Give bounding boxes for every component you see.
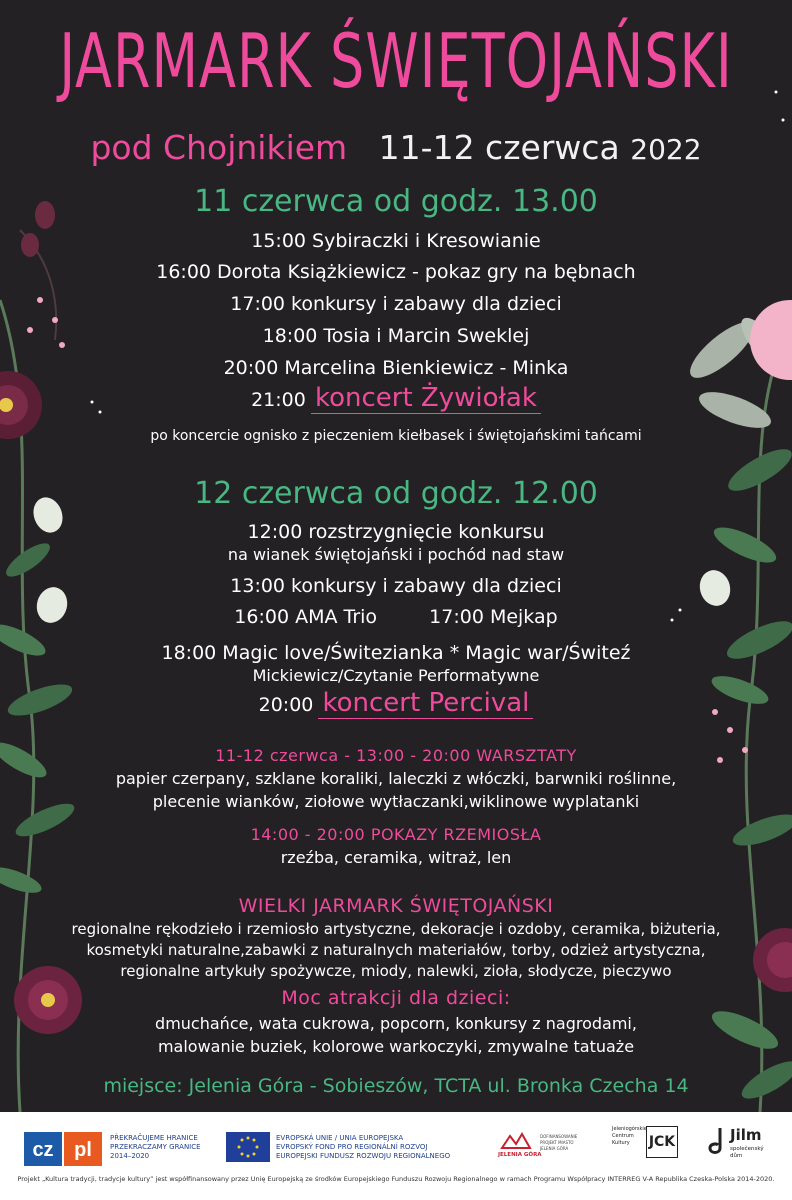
svg-text:cz: cz: [32, 1139, 54, 1161]
funding-fineprint: Projekt „Kultura tradycji, tradycje kultury” jest współfinansowany przez Unię Europejską ze środków Europejskiego Funduszu Rozwoju Regionalnego w ramach Programu Współpracy INTERREG V-A Republika Czeska-Polska 2014-2020.: [17, 1175, 775, 1183]
czpl-logo-icon: [24, 1132, 104, 1166]
day1-item: 18:00 Tosia i Marcin Sweklej: [262, 325, 530, 347]
czpl-line: PŘEKRAČUJEME HRANICE: [110, 1134, 198, 1142]
subtitle-dates: 11-12 czerwca: [378, 128, 620, 167]
jck-line: Centrum: [612, 1133, 634, 1139]
eu-flag-icon: [226, 1132, 270, 1162]
eu-line: EUROPEJSKI FUNDUSZ ROZWOJU REGIONALNEGO: [276, 1152, 451, 1160]
day1-note: po koncercie ognisko z pieczeniem kiełbasek i świętojańskimi tańcami: [150, 428, 642, 444]
jelenia-gora-text: JELENIA GÓRA: [498, 1152, 542, 1158]
jelenia-gora-logo-icon: [500, 1130, 532, 1150]
day2-item: 16:00 AMA Trio: [234, 606, 378, 628]
workshops-heading: 11-12 czerwca - 13:00 - 20:00 WARSZTATY: [215, 746, 577, 765]
czpl-line: PRZEKRACZAMY GRANICE: [110, 1143, 201, 1151]
day2-concert-label: koncert Percival: [318, 688, 533, 719]
jck-line: Kultury: [612, 1140, 630, 1146]
day2-item: 17:00 Mejkap: [429, 606, 558, 628]
fair-text: kosmetyki naturalne,zabawki z naturalnych materiałów, torby, odzież artystyczna,: [86, 941, 706, 959]
jilm-sub: společenský dům: [730, 1146, 764, 1159]
day1-item: 16:00 Dorota Książkiewicz - pokaz gry na bębnach: [156, 261, 636, 283]
workshops-text: plecenie wianków, ziołowe wytłaczanki,wiklinowe wyplatanki: [152, 792, 640, 811]
fair-text: regionalne rękodzieło i rzemiosło artystyczne, dekoracje i ozdoby, ceramika, biżuteria,: [71, 920, 721, 938]
jck-line: Jeleniogórskie: [612, 1126, 647, 1132]
day2-item: 18:00 Magic love/Świtezianka * Magic war/Świteź: [161, 642, 631, 664]
day1-item: 15:00 Sybiraczki i Kresowianie: [251, 230, 541, 252]
day2-item: na wianek świętojański i pochód nad staw: [227, 545, 565, 564]
eu-text: [276, 1134, 450, 1161]
day2-heading: 12 czerwca od godz. 12.00: [194, 476, 598, 511]
day1-heading: 11 czerwca od godz. 13.00: [194, 184, 598, 219]
day1-item: 20:00 Marcelina Bienkiewicz - Minka: [223, 357, 569, 379]
subtitle-year: 2022: [630, 133, 702, 166]
kids-text: malowanie buziek, kolorowe warkoczyki, zmywalne tatuaże: [157, 1037, 635, 1056]
day2-concert: [0, 688, 792, 718]
kids-heading: Moc atrakcji dla dzieci:: [281, 987, 511, 1009]
event-subtitle: [0, 128, 792, 167]
day2-concert-time: 20:00: [258, 694, 314, 716]
crafts-heading: 14:00 - 20:00 POKAZY RZEMIOSŁA: [250, 825, 542, 844]
kids-text: dmuchańce, wata cukrowa, popcorn, konkursy z nagrodami,: [155, 1014, 637, 1033]
day2-item: Mickiewicz/Czytanie Performatywne: [252, 666, 540, 685]
svg-text:pl: pl: [74, 1139, 92, 1161]
fair-text: regionalne artykuły spożywcze, miody, nalewki, zioła, słodycze, pieczywo: [120, 962, 672, 980]
day1-concert-time: 21:00: [251, 389, 306, 411]
day1-concert-label: koncert Żywiołak: [311, 383, 541, 414]
jilm-name: Jilm: [730, 1126, 762, 1144]
czpl-text: [110, 1134, 201, 1161]
eu-line: EVROPSKÝ FOND PRO REGIONÁLNÍ ROZVOJ: [276, 1143, 428, 1151]
jilm-logo-icon: [706, 1126, 728, 1156]
fair-heading: WIELKI JARMARK ŚWIĘTOJAŃSKI: [238, 895, 554, 917]
day2-item: 13:00 konkursy i zabawy dla dzieci: [230, 575, 562, 597]
jck-text: [612, 1126, 647, 1147]
eu-line: EVROPSKÁ UNIE / UNIA EUROPEJSKA: [276, 1134, 404, 1142]
day1-concert: [0, 383, 792, 413]
day2-item: 12:00 rozstrzygnięcie konkursu: [247, 521, 545, 543]
day2-item-row: [0, 606, 792, 628]
workshops-text: papier czerpany, szklane koraliki, laleczki z włóczki, barwniki roślinne,: [115, 769, 677, 788]
jck-mark-icon: JCK: [646, 1126, 678, 1158]
jelenia-gora-small-text: DOFINANSOWANIE PROJEKT MIASTO JELENIA GÓRA: [540, 1134, 578, 1151]
location: miejsce: Jelenia Góra - Sobieszów, TCTA ul. Bronka Czecha 14: [103, 1075, 689, 1097]
subtitle-place: pod Chojnikiem: [90, 128, 348, 167]
crafts-text: rzeźba, ceramika, witraż, len: [280, 848, 512, 867]
day1-item: 17:00 konkursy i zabawy dla dzieci: [230, 293, 562, 315]
sponsor-footer: [0, 1112, 792, 1200]
event-title: JARMARK ŚWIĘTOJAŃSKI: [59, 18, 733, 106]
czpl-line: 2014–2020: [110, 1152, 150, 1160]
